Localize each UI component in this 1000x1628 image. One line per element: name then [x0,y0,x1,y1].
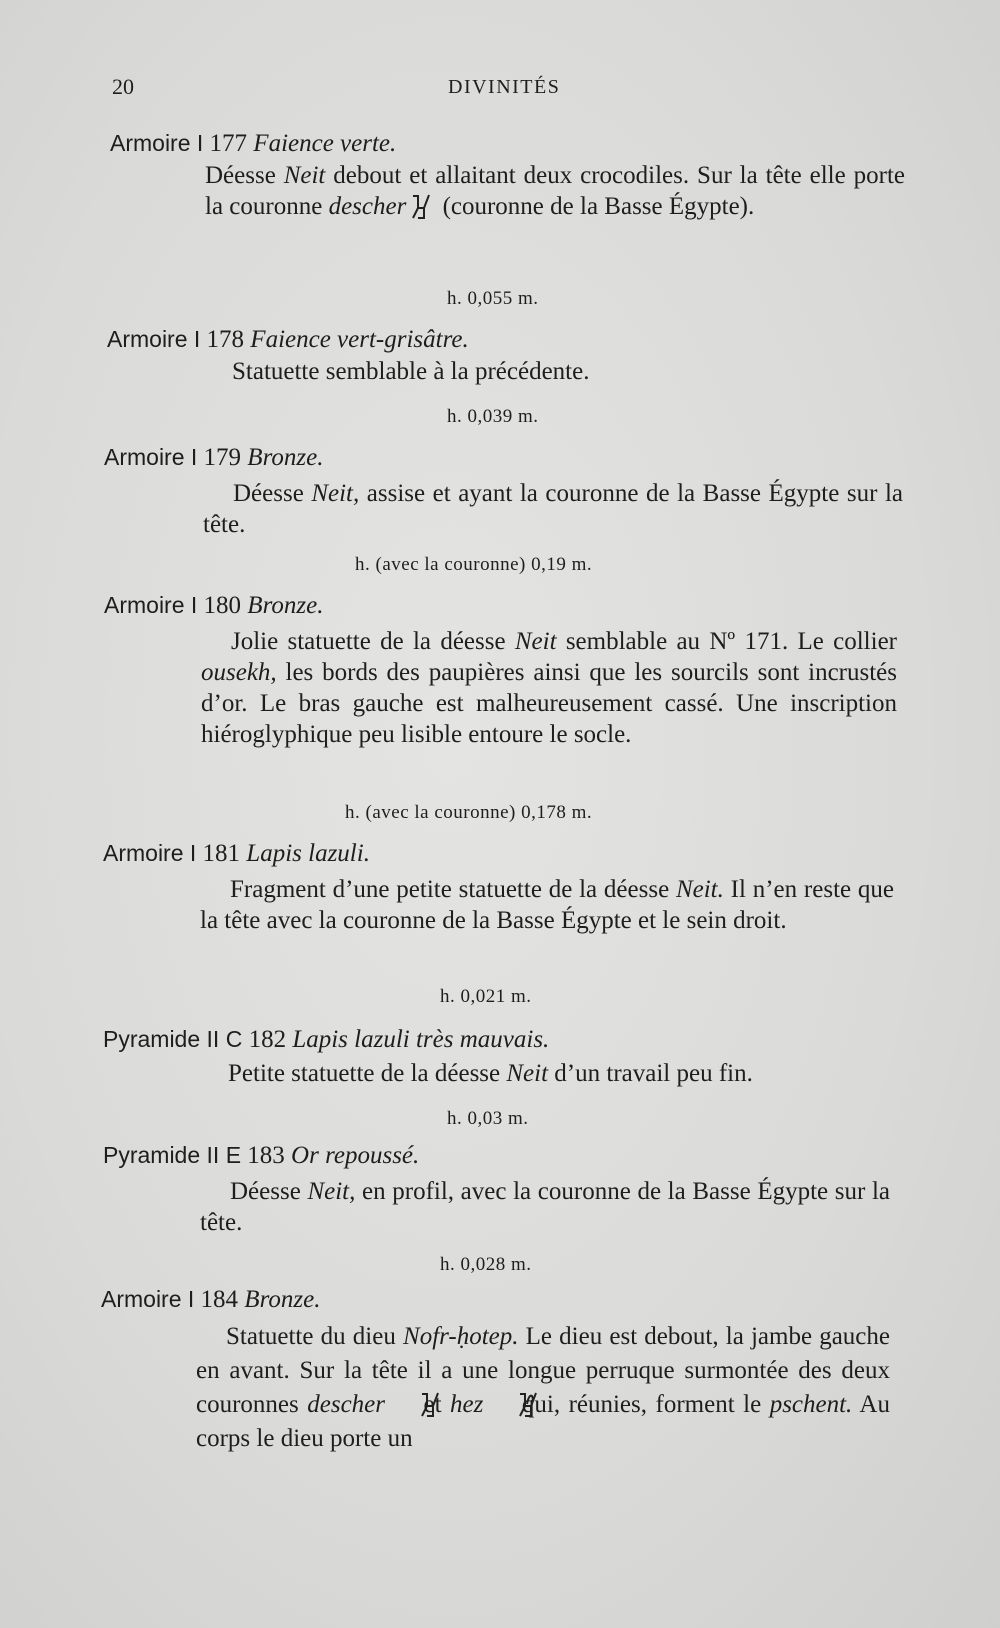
entry-material: Bronze. [247,592,324,619]
entry-description [232,356,882,387]
entry-heading [101,1286,320,1314]
entry-number: 182 [248,1026,287,1053]
page-number: 20 [112,74,134,99]
desc-text: assise et ayant la couronne de la Basse Égypte sur la tête. [203,480,903,538]
entry-number: 180 [203,592,242,619]
entry-description [228,1058,898,1089]
term-name: hez [450,1391,484,1418]
entry-heading [104,444,323,472]
entry-location: Armoire I [103,840,197,866]
entry-heading [104,592,323,620]
entry-material: Bronze. [247,444,324,471]
desc-text: Fragment d’une petite statuette de la déesse [230,876,676,903]
entry-dimension: h. 0,039 m. [447,406,539,427]
entry-location: Pyramide II E [103,1142,242,1168]
entry-dimension: h. (avec la couronne) 0,178 m. [345,802,593,823]
red-crown-hieroglyph-icon [410,192,432,220]
desc-text: Jolie statuette de la déesse [231,628,515,655]
entry-dimension: h. 0,028 m. [440,1254,532,1275]
desc-text: qui, réunies, forment le [513,1391,770,1418]
deity-name: Neit, [311,480,360,507]
entry-dimension: h. 0,03 m. [447,1108,529,1129]
entry-location: Armoire I [101,1286,195,1312]
term-name: ousekh, [201,659,277,686]
desc-text: semblable au Nº 171. Le collier [556,628,897,655]
entry-material: Faience vert-grisâtre. [250,326,469,353]
entry-description [201,626,897,750]
entry-material: Bronze. [244,1286,321,1313]
entry-number: 177 [209,130,248,157]
desc-text: Statuette semblable à la précédente. [232,358,590,385]
entry-heading [110,130,396,158]
entry-location: Armoire I [104,592,198,618]
deity-name: Neit [514,628,557,655]
entry-number: 181 [202,840,241,867]
entry-description [200,874,894,936]
deity-name: Nofr-ḥotep. [403,1323,519,1350]
desc-text: Le dieu est debout, la jambe gauche en avant. Sur la tête il a une longue perruque surmontée des deux couronnes [196,1323,890,1418]
entry-location: Armoire I [107,326,201,352]
entry-material: Or repoussé. [291,1142,420,1169]
red-crown-hieroglyph-icon [389,1390,411,1418]
double-crown-hieroglyph-icon [487,1390,509,1418]
term-name: descher [307,1391,385,1418]
entry-material: Lapis lazuli très mauvais. [292,1026,550,1053]
entry-description [196,1320,890,1456]
entry-dimension: h. 0,055 m. [447,288,539,309]
entry-dimension: h. (avec la couronne) 0,19 m. [355,554,593,575]
entry-location: Pyramide II C [103,1026,243,1052]
desc-text: Déesse [230,1178,308,1205]
deity-name: Neit, [307,1178,356,1205]
entry-number: 184 [200,1286,239,1313]
desc-text: Petite statuette de la déesse [228,1060,507,1087]
entry-description [205,160,905,222]
entry-number: 183 [247,1142,285,1169]
entry-heading [103,1026,549,1054]
deity-name: Neit. [675,876,724,903]
desc-text: Il n’en reste que la tête avec la couronne de la Basse Égypte et le sein droit. [200,876,894,934]
desc-text: en profil, avec la couronne de la Basse Égypte sur la tête. [200,1178,891,1236]
desc-text: Au corps le dieu porte un [196,1391,890,1452]
entry-material: Lapis lazuli. [246,840,370,867]
running-title: DIVINITÉS [448,76,561,98]
entry-heading [103,840,370,868]
desc-text: debout et allaitant deux crocodiles. Sur la tête elle porte la couronne [205,162,905,220]
desc-text: Statuette du dieu [226,1323,404,1350]
entry-description [200,1176,890,1238]
desc-text: d’un travail peu fin. [548,1060,753,1087]
entry-location: Armoire I [110,130,204,156]
desc-text: Déesse [233,480,312,507]
desc-text: et [415,1391,451,1418]
entry-description [203,478,903,540]
desc-text: (couronne de la Basse Égypte). [436,193,755,220]
entry-location: Armoire I [104,444,198,470]
entry-number: 179 [203,444,242,471]
term-name: pschent. [769,1391,853,1418]
deity-name: Neit [283,162,326,189]
entry-number: 178 [206,326,245,353]
desc-text: Déesse [205,162,284,189]
page-header [0,74,1000,104]
entry-material: Faience verte. [253,130,397,157]
entry-heading [103,1142,419,1170]
deity-name: Neit [506,1060,549,1087]
term-name: descher [328,193,407,220]
entry-heading [107,326,469,354]
entry-dimension: h. 0,021 m. [440,986,532,1007]
desc-text: les bords des paupières ainsi que les sourcils sont incrustés d’or. Le bras gauche est malheureusement cassé. Une inscription hiéroglyphique peu lisible entoure le socle. [201,659,897,748]
